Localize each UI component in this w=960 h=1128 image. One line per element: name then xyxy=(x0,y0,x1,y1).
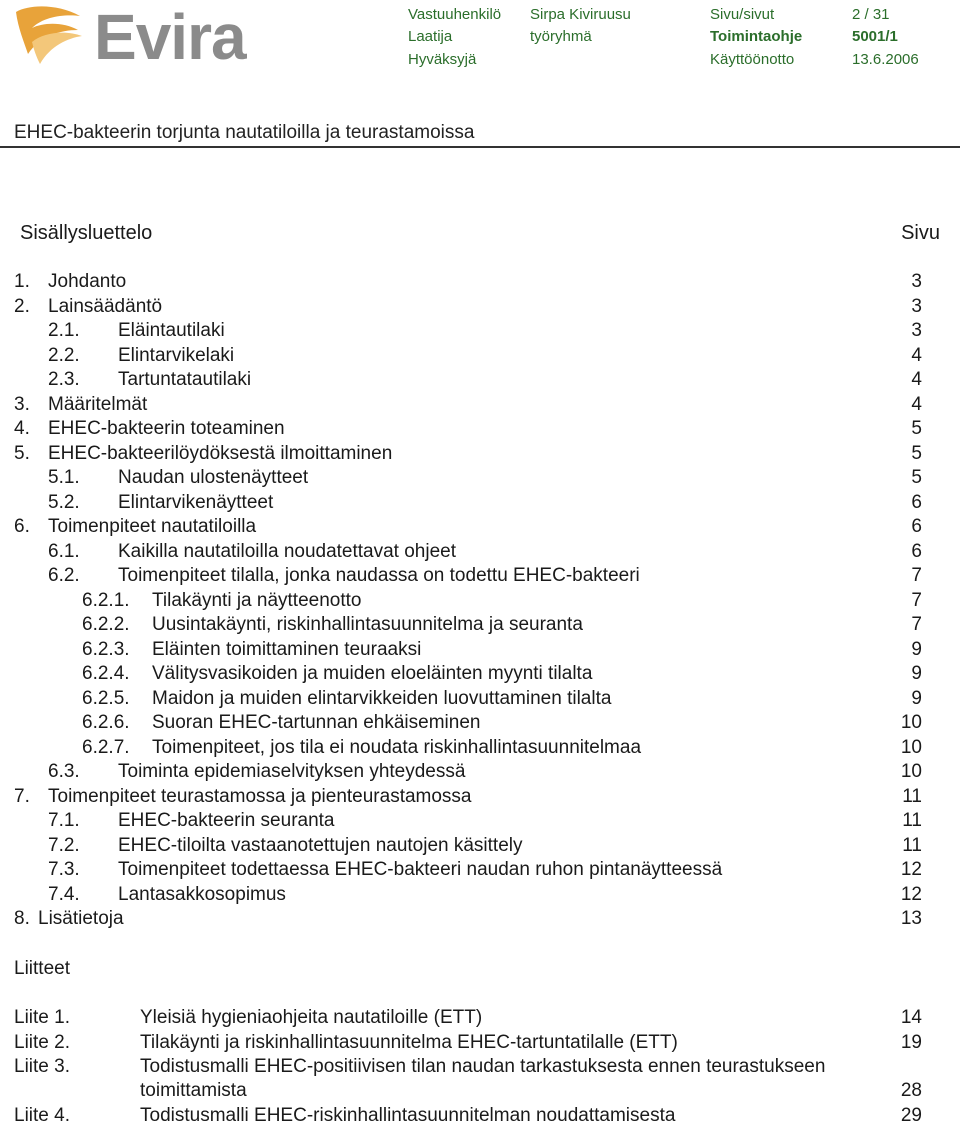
logo-wordmark: Evira xyxy=(94,1,246,73)
toc-entry-page: 5 xyxy=(911,442,922,464)
metadata-label: Toimintaohje xyxy=(710,28,803,45)
toc-entry-title: Naudan ulostenäytteet xyxy=(118,467,309,488)
toc-entry-number: 6.2.5. xyxy=(82,687,130,709)
toc-entry-number: 7.1. xyxy=(48,810,80,831)
toc-entry-title: Elintarvikelaki xyxy=(118,344,235,366)
toc-entry-title: Tartuntatautilaki xyxy=(118,369,252,390)
toc-entry[interactable] xyxy=(0,270,960,295)
appendix-page: 28 xyxy=(900,1080,922,1101)
toc-entry[interactable] xyxy=(0,540,960,565)
toc-entry-title: Määritelmät xyxy=(48,393,148,415)
toc-entry-title: EHEC-tiloilta vastaanotettujen nautojen käsittely xyxy=(118,834,523,856)
toc-entry-number: 5.2. xyxy=(48,491,80,513)
toc-entry-number: 3. xyxy=(14,393,30,415)
toc-entry[interactable] xyxy=(0,393,960,418)
toc-heading: Sisällysluettelo xyxy=(20,222,153,244)
toc-entry-title: EHEC-bakteerin seuranta xyxy=(118,810,335,831)
metadata-value: 5001/1 xyxy=(852,28,898,45)
toc-entry-number: 6.2.1. xyxy=(82,589,130,611)
toc-entry-page: 4 xyxy=(911,393,922,415)
toc-entry-page: 12 xyxy=(900,859,922,880)
toc-entry[interactable] xyxy=(0,417,960,442)
appendix-number: Liite 3. xyxy=(14,1056,70,1077)
toc-entry-title: Välitysvasikoiden ja muiden eloeläinten myynti tilalta xyxy=(152,663,593,684)
toc-entry-page: 3 xyxy=(911,320,922,341)
toc-entry-title: Tilakäynti ja näytteenotto xyxy=(152,589,362,611)
evira-logo xyxy=(10,2,260,72)
toc-entry[interactable] xyxy=(0,736,960,761)
toc-entry-number: 2. xyxy=(14,295,30,317)
toc-entry-title: Toimenpiteet teurastamossa ja pienteurastamossa xyxy=(48,785,472,807)
toc-entry-page: 3 xyxy=(911,271,922,292)
toc-entry[interactable] xyxy=(0,711,960,736)
appendix-page: 19 xyxy=(900,1032,922,1053)
appendix-title: Todistusmalli EHEC-positiivisen tilan naudan tarkastuksesta ennen teurastukseen toimittamista xyxy=(140,1056,826,1101)
toc-entry-page: 10 xyxy=(900,736,922,758)
toc-entry-number: 2.1. xyxy=(48,320,80,341)
appendix-entry[interactable] xyxy=(0,1031,960,1055)
toc-entry[interactable] xyxy=(0,638,960,663)
metadata-label: Sivu/sivut xyxy=(710,6,775,23)
toc-entry-title: Johdanto xyxy=(48,271,127,292)
toc-entry[interactable] xyxy=(0,368,960,393)
appendix-page: 29 xyxy=(900,1105,922,1126)
toc-entry-number: 5.1. xyxy=(48,467,80,488)
toc-entry-number: 5. xyxy=(14,442,30,464)
toc-entry-title: Uusintakäynti, riskinhallintasuunnitelma ja seuranta xyxy=(152,614,583,635)
toc-entry-number: 7. xyxy=(14,785,30,807)
toc-entry[interactable] xyxy=(0,344,960,369)
toc-entry[interactable] xyxy=(0,809,960,834)
toc-entry-number: 6.2.4. xyxy=(82,663,130,684)
toc-entry-page: 7 xyxy=(911,614,922,635)
toc-entry-title: Toiminta epidemiaselvityksen yhteydessä xyxy=(118,761,466,782)
appendix-page: 14 xyxy=(900,1007,922,1028)
toc-entry-page: 9 xyxy=(911,638,922,660)
toc-entry-number: 6.2.6. xyxy=(82,712,130,733)
toc-entry-page: 9 xyxy=(911,687,922,709)
toc-entry-page: 7 xyxy=(911,565,922,586)
toc-entry-page: 7 xyxy=(911,589,922,611)
toc-entry[interactable] xyxy=(0,589,960,614)
toc-entry-page: 10 xyxy=(900,712,922,733)
toc-entry-number: 2.2. xyxy=(48,344,80,366)
appendix-title: Todistusmalli EHEC-riskinhallintasuunnitelman noudattamisesta xyxy=(140,1105,676,1126)
toc-entry-title: Maidon ja muiden elintarvikkeiden luovuttaminen tilalta xyxy=(152,687,612,709)
metadata-value: 2 / 31 xyxy=(852,6,890,23)
toc-entry-page: 6 xyxy=(911,516,922,537)
toc-entry-page: 11 xyxy=(902,834,922,856)
toc-entry-title: EHEC-bakteerin toteaminen xyxy=(48,418,285,439)
toc-entry[interactable] xyxy=(0,662,960,687)
toc-entry[interactable] xyxy=(0,687,960,712)
toc-entry-number: 2.3. xyxy=(48,369,80,390)
toc-entry-title: Lisätietoja xyxy=(38,908,124,929)
toc-entry-title: Toimenpiteet tilalla, jonka naudassa on todettu EHEC-bakteeri xyxy=(118,565,640,586)
toc-entry[interactable] xyxy=(0,785,960,810)
toc-entry-number: 6.1. xyxy=(48,540,80,562)
toc-entry[interactable] xyxy=(0,319,960,344)
toc-entry[interactable] xyxy=(0,564,960,589)
toc-entry-page: 5 xyxy=(911,418,922,439)
toc-entry[interactable] xyxy=(0,834,960,859)
toc-entry-page: 10 xyxy=(900,761,922,782)
metadata-label: Vastuuhenkilö xyxy=(408,6,502,23)
metadata-value: Sirpa Kiviruusu xyxy=(530,6,631,23)
toc-entry-page: 11 xyxy=(902,785,922,807)
toc-entry-page: 5 xyxy=(911,467,922,488)
toc-entry-page: 6 xyxy=(911,540,922,562)
appendix-number: Liite 2. xyxy=(14,1032,70,1053)
toc-entry-number: 4. xyxy=(14,418,30,439)
appendix-number: Liite 4. xyxy=(14,1105,70,1126)
toc-entry-number: 6.2.7. xyxy=(82,736,130,758)
toc-entry-title: Lantasakkosopimus xyxy=(118,883,286,905)
toc-entry-title: Suoran EHEC-tartunnan ehkäiseminen xyxy=(152,712,481,733)
toc-entry-number: 7.2. xyxy=(48,834,80,856)
toc-entry-number: 6. xyxy=(14,516,30,537)
document-title: EHEC-bakteerin torjunta nautatiloilla ja teurastamoissa xyxy=(14,122,475,143)
toc-entry[interactable] xyxy=(0,491,960,516)
toc-entry-title: Toimenpiteet, jos tila ei noudata riskinhallintasuunnitelmaa xyxy=(152,736,642,758)
toc-entry-number: 1. xyxy=(14,271,30,292)
toc-entry-page: 11 xyxy=(902,810,922,831)
evira-leaf-icon xyxy=(10,2,94,72)
toc-entry[interactable] xyxy=(0,858,960,883)
metadata-label: Käyttöönotto xyxy=(710,51,795,68)
appendix-entry[interactable] xyxy=(0,1006,960,1030)
title-divider xyxy=(0,146,960,148)
toc-entry-title: Kaikilla nautatiloilla noudatettavat ohjeet xyxy=(118,540,457,562)
toc-entry-page: 3 xyxy=(911,295,922,317)
metadata-value: työryhmä xyxy=(530,28,592,45)
appendix-title: Tilakäynti ja riskinhallintasuunnitelma EHEC-tartuntatilalle (ETT) xyxy=(140,1032,678,1053)
toc-entry[interactable] xyxy=(0,295,960,320)
toc-entry-number: 6.3. xyxy=(48,761,80,782)
metadata-value: 13.6.2006 xyxy=(852,51,919,68)
toc-entry-page: 13 xyxy=(900,908,922,929)
toc-entry-number: 7.4. xyxy=(48,883,80,905)
toc-entry-page: 6 xyxy=(911,491,922,513)
metadata-label: Laatija xyxy=(408,28,453,45)
toc-entry-title: Lainsäädäntö xyxy=(48,295,163,317)
toc-entry-number: 6.2. xyxy=(48,565,80,586)
toc-entry-title: Eläinten toimittaminen teuraaksi xyxy=(152,638,422,660)
toc-entry-number: 6.2.2. xyxy=(82,614,130,635)
toc-entry-title: Elintarvikenäytteet xyxy=(118,491,274,513)
toc-entry-page: 4 xyxy=(911,344,922,366)
metadata-label: Hyväksyjä xyxy=(408,51,477,68)
toc-entry-title: Toimenpiteet todettaessa EHEC-bakteeri naudan ruhon pintanäytteessä xyxy=(118,859,723,880)
toc-entry[interactable] xyxy=(0,442,960,467)
toc-entry-title: Toimenpiteet nautatiloilla xyxy=(48,516,257,537)
appendix-title: Yleisiä hygieniaohjeita nautatiloille (ETT) xyxy=(140,1007,483,1028)
toc-entry[interactable] xyxy=(0,760,960,785)
toc-page-heading: Sivu xyxy=(901,222,940,244)
toc-entry[interactable] xyxy=(0,883,960,908)
toc-entry-title: EHEC-bakteerilöydöksestä ilmoittaminen xyxy=(48,442,393,464)
toc-entry-title: Eläintautilaki xyxy=(118,320,225,341)
appendix-number: Liite 1. xyxy=(14,1007,70,1028)
appendix-entry[interactable] xyxy=(0,1055,960,1103)
toc-entry[interactable] xyxy=(0,613,960,638)
toc-entry-number: 6.2.3. xyxy=(82,638,130,660)
toc-entry-page: 12 xyxy=(900,883,922,905)
toc-entry[interactable] xyxy=(0,466,960,491)
toc-entry-number: 7.3. xyxy=(48,859,80,880)
toc-entry-page: 9 xyxy=(911,663,922,684)
appendices-heading: Liitteet xyxy=(14,958,70,979)
appendix-entry[interactable] xyxy=(0,1104,960,1128)
toc-entry-number: 8. xyxy=(14,908,30,929)
toc-entry[interactable] xyxy=(0,515,960,540)
toc-entry-page: 4 xyxy=(911,369,922,390)
toc-entry[interactable] xyxy=(0,907,960,932)
